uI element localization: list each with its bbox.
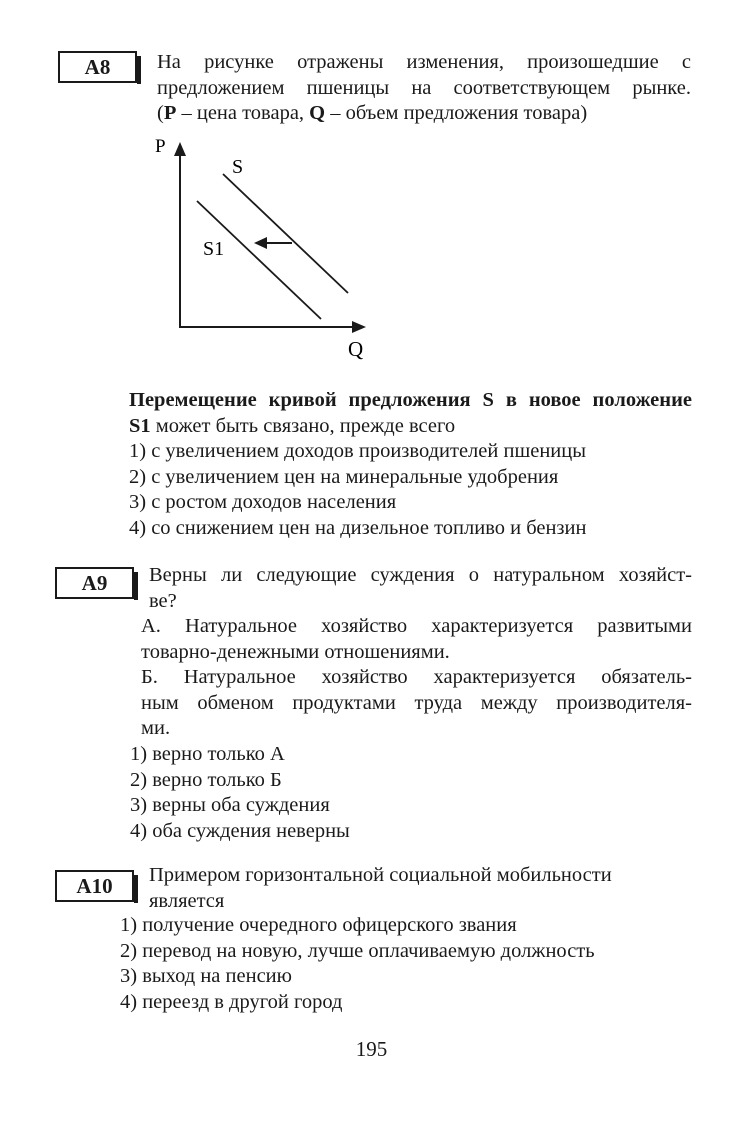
curve-s1-label: S1 <box>203 238 225 260</box>
a9-question-line: ве? <box>149 589 177 612</box>
supply-shift-graph <box>145 136 405 366</box>
a8-option-4: 4) со снижением цен на дизельное топливо и бензин <box>129 516 587 539</box>
supply-curve-s1 <box>197 201 321 319</box>
supply-curve-s <box>223 174 348 293</box>
a9-statement-b: Б. Натуральное хозяйство характеризуется обязатель- <box>141 666 692 688</box>
y-axis-label: P <box>155 136 166 157</box>
a10-task-label: A10 <box>55 870 134 902</box>
a10-options <box>120 913 690 1015</box>
a9-option-4: 4) оба суждения неверны <box>130 819 350 842</box>
shift-arrow-head <box>254 237 267 249</box>
a9-option-1: 1) верно только А <box>130 743 285 765</box>
a10-question-line: Примером горизонтальной социальной мобильности <box>149 864 612 886</box>
a8-intro-line: На рисунке отражены изменения, произошедшие с <box>157 51 691 73</box>
a8-task-label: A8 <box>58 51 137 83</box>
a9-question <box>149 563 692 614</box>
a9-statement-a: товарно-денежными отношениями. <box>141 640 450 663</box>
a9-statement-a: А. Натуральное хозяйство характеризуется развитыми <box>141 615 692 637</box>
a9-question-line: Верны ли следующие суждения о натуральном хозяйст- <box>149 564 692 586</box>
a8-intro-line: предложением пшеницы на соответствующем рынке. <box>157 76 691 99</box>
a9-statements <box>141 614 692 742</box>
a9-statement-b: ми. <box>141 717 171 739</box>
a10-option-4: 4) переезд в другой город <box>120 990 343 1013</box>
a9-options <box>130 742 690 844</box>
x-axis-arrow <box>352 321 366 333</box>
a8-question-line: Перемещение кривой предложения S в новое положение <box>129 389 692 411</box>
page-number: 195 <box>355 1037 388 1061</box>
a10-question <box>149 863 692 914</box>
a9-task-label: A9 <box>55 567 134 599</box>
a10-option-3: 3) выход на пенсию <box>120 965 292 987</box>
a8-option-3: 3) с ростом доходов населения <box>129 491 397 513</box>
a8-question <box>129 388 692 541</box>
x-axis-label: Q <box>348 337 364 361</box>
a10-question-line: является <box>149 889 225 912</box>
a9-option-3: 3) верны оба суждения <box>130 794 330 816</box>
a8-intro <box>157 50 691 127</box>
a10-option-2: 2) перевод на новую, лучше оплачиваемую должность <box>120 939 595 962</box>
curve-s-label: S <box>232 156 244 178</box>
a9-option-2: 2) верно только Б <box>130 768 282 791</box>
a9-statement-b: ным обменом продуктами труда между производителя- <box>141 691 692 714</box>
y-axis-arrow <box>174 142 186 156</box>
a8-option-1: 1) с увеличением доходов производителей пшеницы <box>129 440 587 462</box>
a8-question-line: S1 может быть связано, прежде всего <box>129 414 456 437</box>
a8-option-2: 2) с увеличением цен на минеральные удобрения <box>129 465 559 488</box>
a10-option-1: 1) получение очередного офицерского звания <box>120 914 517 936</box>
a8-legend: (P – цена товара, Q – объем предложения товара) <box>157 102 588 124</box>
